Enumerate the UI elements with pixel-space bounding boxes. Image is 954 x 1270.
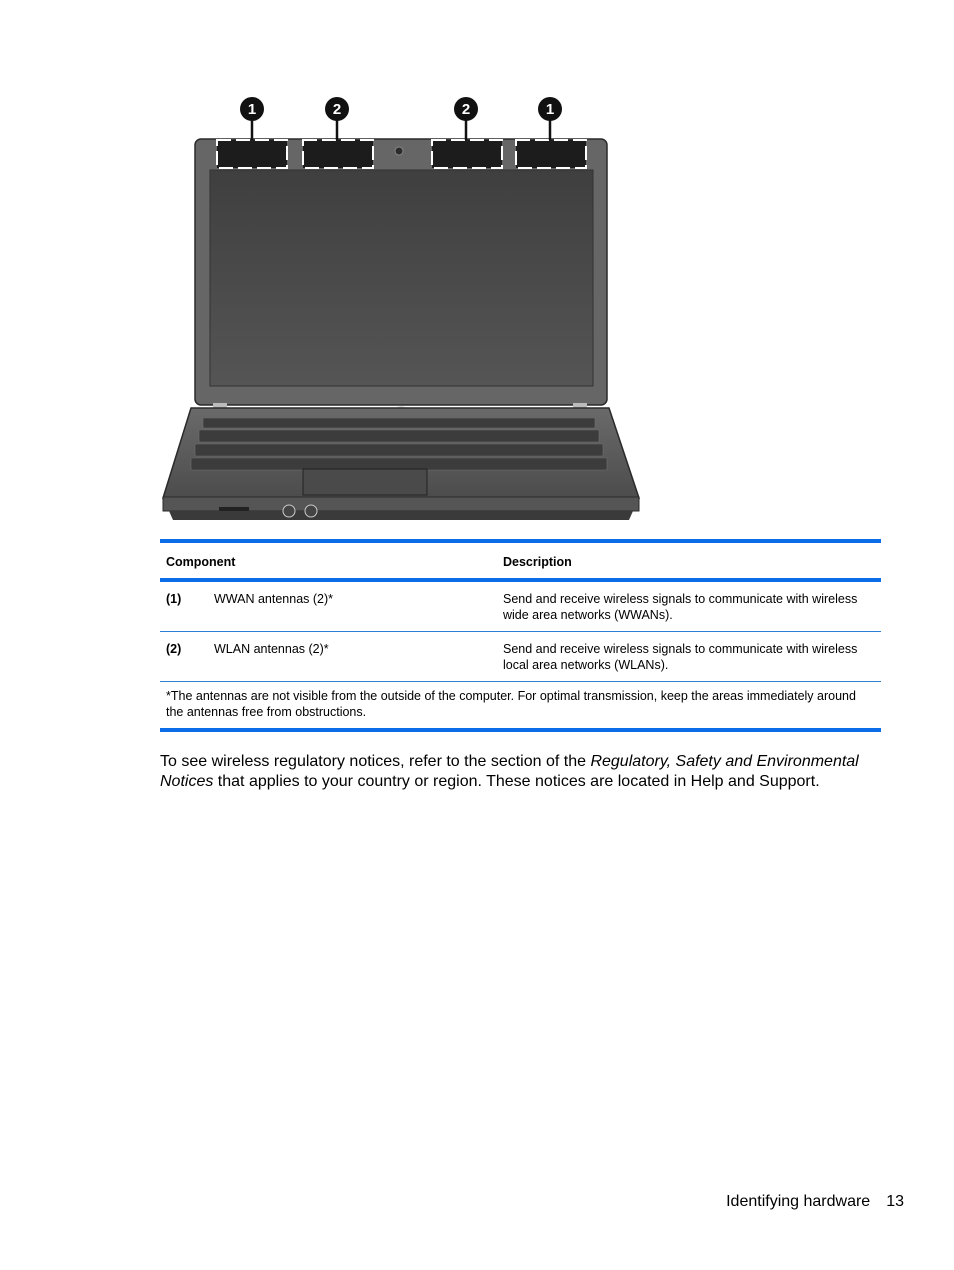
column-header-description: Description — [503, 555, 572, 569]
component-name: WWAN antennas (2)* — [214, 592, 334, 606]
component-description — [497, 632, 881, 681]
table-footnote-row — [160, 682, 881, 728]
keyboard — [191, 418, 607, 470]
wlan-antenna-area-left — [303, 140, 373, 168]
description-line: Send and receive wireless signals to communicate with wireless — [503, 642, 858, 656]
component-table — [160, 539, 881, 732]
paragraph-text: To see wireless regulatory notices, refer to the section of the — [160, 753, 591, 770]
callout-number: 2 — [461, 101, 471, 118]
section-title: Identifying hardware — [726, 1193, 871, 1210]
wwan-antenna-area-right — [516, 140, 586, 168]
paragraph-text: that applies to your country or region. These notices are located in Help and Support. — [213, 772, 820, 790]
component-description — [497, 582, 881, 631]
footnote-line: *The antennas are not visible from the outside of the computer. For optimal transmission, keep the areas immediately around — [166, 689, 856, 703]
page-footer — [726, 1193, 904, 1211]
description-line: local area networks (WLANs). — [503, 658, 669, 672]
webcam-icon — [395, 147, 403, 155]
row-number: (2) — [166, 642, 182, 656]
table-row — [160, 632, 881, 681]
wwan-antenna-area-left — [217, 140, 287, 168]
table-row — [160, 582, 881, 631]
callout-number: 1 — [545, 101, 555, 118]
column-header-component: Component — [166, 555, 236, 569]
component-name: WLAN antennas (2)* — [214, 642, 329, 656]
document-title-reference: Regulatory, Safety and Environmental Notices — [160, 753, 859, 790]
regulatory-notice-paragraph — [160, 752, 890, 791]
description-line: Send and receive wireless signals to communicate with wireless — [503, 592, 858, 606]
page-number: 13 — [886, 1193, 904, 1210]
callout-number: 2 — [332, 101, 342, 118]
wlan-antenna-area-right — [432, 140, 502, 168]
laptop-base — [163, 408, 639, 520]
description-line: wide area networks (WWANs). — [503, 608, 673, 622]
row-number: (1) — [166, 592, 182, 606]
laptop-lid — [195, 139, 607, 414]
table-header-row — [160, 543, 881, 578]
touchpad — [303, 469, 427, 495]
callout-number: 1 — [247, 101, 257, 118]
footnote-line: the antennas free from obstructions. — [166, 705, 367, 719]
table-footnote — [160, 682, 881, 728]
laptop-antenna-illustration — [155, 92, 645, 524]
